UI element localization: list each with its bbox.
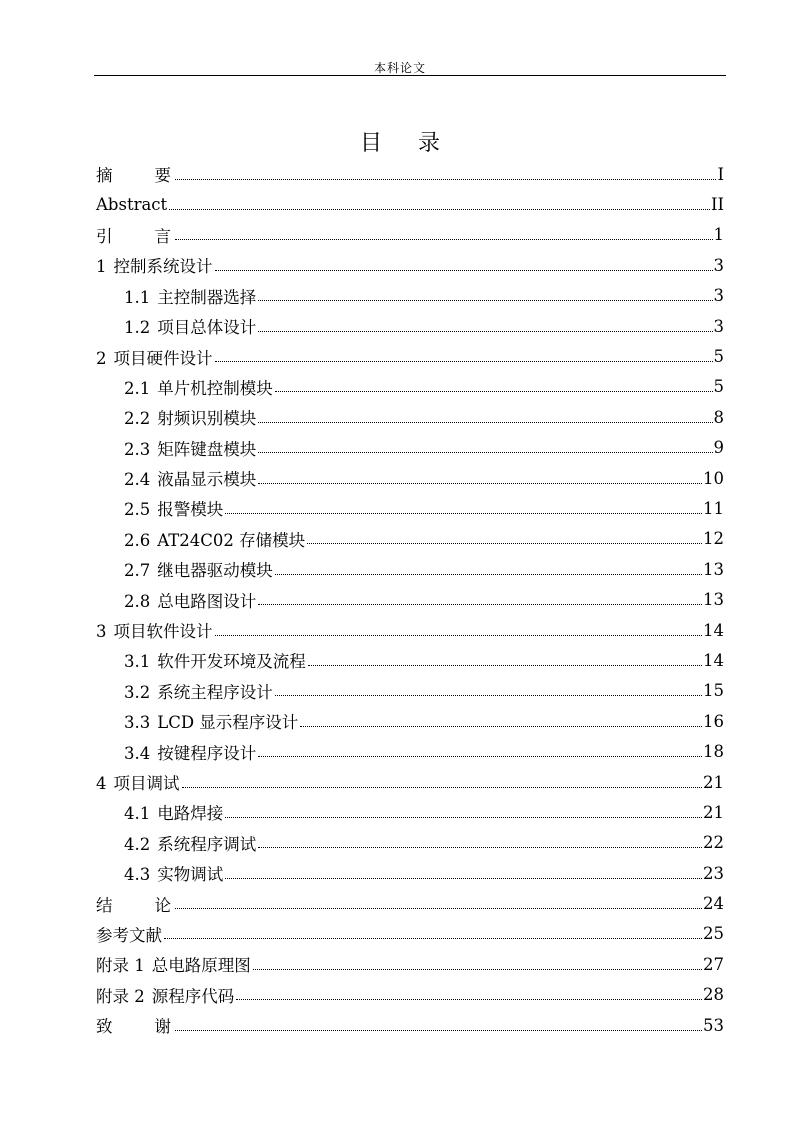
dot-leader (258, 452, 712, 453)
toc-entry-title: 总电路图设计 (157, 591, 257, 611)
toc-entry-page: 3 (713, 316, 724, 336)
dot-leader (175, 239, 713, 240)
dot-leader (253, 969, 702, 970)
toc-entry-number: 附录 2 (96, 986, 145, 1006)
toc-entry-title: 继电器驱动模块 (157, 561, 273, 581)
toc-entry[interactable] (96, 493, 724, 523)
toc-entry-title: 单片机控制模块 (157, 378, 273, 398)
toc-entry-title: 系统程序调试 (157, 834, 257, 854)
toc-entry-label (124, 648, 306, 672)
toc-entry-label (124, 284, 256, 308)
toc-entry-label (124, 405, 256, 429)
toc-entry[interactable] (96, 281, 724, 311)
toc-title-right: 录 (418, 131, 441, 156)
dot-leader (175, 179, 716, 180)
toc-entry-page: 9 (713, 438, 724, 458)
toc-entry-page: 12 (703, 529, 724, 549)
toc-entry[interactable] (96, 584, 724, 614)
toc-entry-page: 5 (713, 347, 724, 367)
toc-entry[interactable] (96, 341, 724, 371)
toc-entry-label (124, 588, 256, 612)
toc-entry-page: 8 (713, 407, 724, 427)
toc-entry[interactable] (96, 736, 724, 766)
toc-entry-page: I (717, 164, 724, 184)
toc-entry[interactable] (96, 615, 724, 645)
toc-entry-number: 2.1 (124, 378, 151, 398)
toc-entry-title: 项目硬件设计 (113, 348, 213, 368)
toc-entry-label (96, 770, 180, 794)
toc-entry-label (96, 223, 213, 247)
toc-entry-label (124, 314, 256, 338)
toc-entry-title: 电路焊接 (157, 804, 224, 824)
toc-entry-number: 2.3 (124, 439, 151, 459)
toc-entry-number: 2.7 (124, 561, 151, 581)
toc-entry[interactable] (96, 1010, 724, 1040)
toc-entry-title: 控制系统设计 (113, 257, 213, 277)
toc-entry-title: 系统主程序设计 (157, 682, 273, 702)
toc-entry-title: 液晶显示模块 (157, 470, 257, 490)
dot-leader (236, 999, 702, 1000)
toc-entry-title: 摘要 (96, 166, 213, 186)
toc-entry[interactable] (96, 220, 724, 250)
dot-leader (169, 209, 710, 210)
toc-entry-number: 4 (96, 774, 107, 793)
dot-leader (275, 695, 702, 696)
dot-leader (215, 635, 703, 636)
toc-entry-page: 10 (703, 468, 724, 488)
toc-entry-label (124, 800, 223, 824)
toc-entry[interactable] (96, 858, 724, 888)
toc-entry-page: 28 (703, 985, 724, 1005)
toc-entry-label (124, 466, 256, 490)
toc-entry-page: II (710, 195, 724, 215)
toc-entry-page: 24 (703, 894, 724, 914)
toc-entry-label (124, 527, 305, 551)
dot-leader (258, 483, 702, 484)
toc-entry-number: 3 (96, 622, 107, 642)
dot-leader (182, 787, 703, 788)
toc-entry[interactable] (96, 980, 724, 1010)
toc-entry-number: 2.4 (124, 470, 151, 490)
toc-entry-number: 3.1 (124, 652, 151, 672)
toc-entry-label (96, 618, 213, 642)
toc-entry-label (96, 253, 213, 277)
toc-entry-title: 参考文献 (96, 925, 162, 945)
toc-entry[interactable] (96, 919, 724, 949)
toc-entry-page: 23 (703, 863, 724, 883)
toc-entry-page: 25 (703, 924, 724, 944)
toc-entry[interactable] (96, 372, 724, 402)
dot-leader (258, 300, 712, 301)
dot-leader (225, 878, 702, 879)
toc-entry-label (124, 740, 256, 764)
toc-entry-number: 4.3 (124, 865, 151, 885)
dot-leader (164, 938, 702, 939)
toc-entry-title: 结论 (96, 895, 213, 915)
toc-entry-label (96, 1013, 213, 1037)
dot-leader (258, 422, 712, 423)
toc-entry-number: 2.6 (124, 530, 151, 550)
toc-entry[interactable] (96, 767, 724, 797)
toc-entry-label (96, 922, 162, 946)
toc-entry-page: 3 (713, 286, 724, 306)
toc-entry[interactable] (96, 524, 724, 554)
toc-entry-title: 引言 (96, 226, 213, 246)
toc-entry-number: 1.1 (124, 287, 151, 307)
toc-entry-number: 4.2 (124, 834, 151, 854)
toc-entry[interactable] (96, 250, 724, 280)
dot-leader (275, 574, 702, 575)
toc-entry[interactable] (96, 554, 724, 584)
toc-title-left: 目 (359, 131, 382, 156)
toc-entry[interactable] (96, 311, 724, 341)
toc-entry[interactable] (96, 888, 724, 918)
toc-entry-label (96, 952, 251, 976)
toc-entry-title: 项目总体设计 (157, 318, 257, 338)
dot-leader (308, 665, 702, 666)
toc-entry[interactable] (96, 159, 724, 189)
dot-leader (225, 817, 702, 818)
toc-entry-number: 1 (96, 257, 107, 277)
dot-leader (275, 391, 713, 392)
dot-leader (215, 361, 713, 362)
toc-entry-number: 2 (96, 348, 107, 368)
toc-entry-page: 13 (703, 590, 724, 610)
toc-entry[interactable] (96, 706, 724, 736)
toc-entry-label (124, 709, 298, 733)
toc-entry-label (124, 375, 273, 399)
toc-entry-title: 矩阵键盘模块 (157, 439, 257, 459)
toc-entry-number: 3.2 (124, 682, 151, 702)
dot-leader (258, 756, 702, 757)
toc-entry[interactable] (96, 189, 724, 219)
toc-entry-page: 13 (703, 559, 724, 579)
toc-entry-number: 2.8 (124, 591, 151, 611)
toc-entry-label (124, 557, 273, 581)
toc-entry[interactable] (96, 828, 724, 858)
table-of-contents (96, 159, 724, 1040)
dot-leader (175, 908, 702, 909)
toc-entry-page: 27 (703, 954, 724, 974)
toc-entry-title: AT24C02 存储模块 (157, 530, 306, 550)
toc-entry-title: 致谢 (96, 1017, 213, 1037)
toc-entry-label (124, 861, 223, 885)
toc-entry-page: 3 (713, 255, 724, 275)
dot-leader (258, 847, 702, 848)
toc-entry-title: 报警模块 (157, 500, 224, 520)
dot-leader (175, 1030, 702, 1031)
toc-entry[interactable] (96, 949, 724, 979)
toc-entry-number: 2.5 (124, 500, 151, 520)
toc-entry-title: Abstract (96, 195, 168, 215)
toc-entry[interactable] (96, 797, 724, 827)
toc-entry-page: 14 (703, 650, 724, 670)
toc-entry-label (124, 436, 256, 460)
toc-entry-title: 项目软件设计 (113, 622, 213, 642)
toc-entry-title: 总电路原理图 (151, 956, 251, 976)
toc-entry-page: 11 (703, 498, 724, 518)
toc-entry-number: 1.2 (124, 318, 151, 338)
toc-entry-label (96, 983, 234, 1007)
toc-entry-page: 16 (703, 711, 724, 731)
toc-title (0, 126, 800, 157)
toc-entry-title: 项目调试 (113, 774, 180, 793)
toc-entry[interactable] (96, 433, 724, 463)
toc-entry-label (96, 345, 213, 369)
toc-entry[interactable] (96, 645, 724, 675)
toc-entry-title: 源程序代码 (151, 986, 235, 1006)
toc-entry-title: 实物调试 (157, 865, 224, 885)
toc-entry-page: 5 (713, 377, 724, 397)
toc-entry-page: 14 (703, 620, 724, 640)
toc-entry-page: 21 (703, 772, 724, 792)
toc-entry-label (124, 496, 223, 520)
toc-entry-label (124, 831, 256, 855)
toc-entry-page: 18 (703, 742, 724, 762)
toc-entry-page: 15 (703, 681, 724, 701)
dot-leader (215, 270, 713, 271)
toc-entry-number: 2.2 (124, 409, 151, 429)
toc-entry-page: 53 (703, 1015, 724, 1035)
dot-leader (307, 543, 702, 544)
dot-leader (225, 513, 702, 514)
toc-entry-title: 按键程序设计 (157, 743, 257, 763)
header-rule (94, 75, 726, 76)
toc-entry-title: 软件开发环境及流程 (157, 652, 306, 672)
toc-entry-label (124, 679, 273, 703)
toc-entry-number: 3.4 (124, 743, 151, 763)
toc-entry-page: 1 (713, 225, 724, 245)
toc-entry-number: 4.1 (124, 804, 151, 824)
toc-entry-page: 21 (703, 802, 724, 822)
toc-entry-title: 主控制器选择 (157, 287, 257, 307)
toc-entry-number: 3.3 (124, 713, 151, 733)
dot-leader (258, 331, 712, 332)
toc-entry-number: 附录 1 (96, 956, 145, 976)
dot-leader (300, 726, 702, 727)
toc-entry-title: 射频识别模块 (157, 409, 257, 429)
toc-entry-label (96, 892, 213, 916)
toc-entry[interactable] (96, 463, 724, 493)
dot-leader (258, 604, 702, 605)
toc-entry[interactable] (96, 402, 724, 432)
toc-entry[interactable] (96, 676, 724, 706)
toc-entry-title: LCD 显示程序设计 (157, 713, 299, 733)
running-header: 本科论文 (373, 61, 426, 75)
toc-entry-page: 22 (703, 833, 724, 853)
toc-entry-label (96, 162, 213, 186)
toc-entry-label (96, 195, 167, 214)
